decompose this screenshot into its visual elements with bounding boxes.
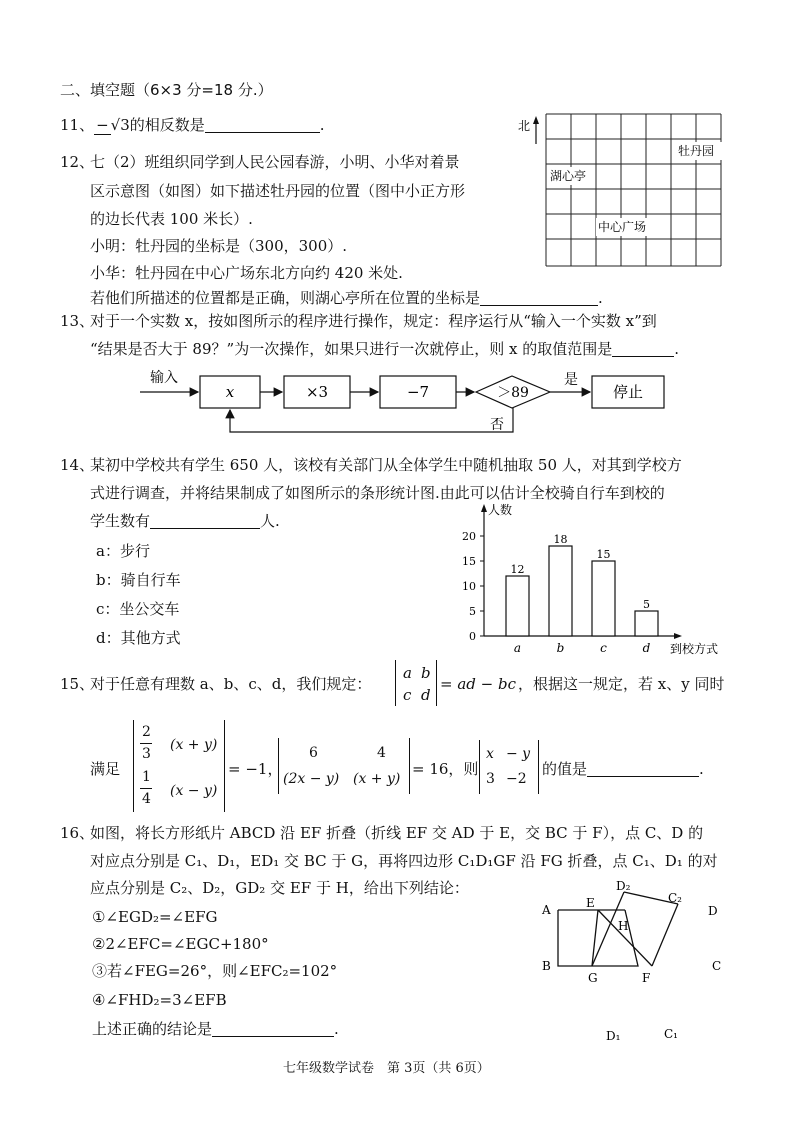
q15-determinant-1	[133, 720, 225, 812]
q12-question-text: 若他们所描述的位置都是正确，则湖心亭所在位置的坐标是	[90, 289, 481, 307]
q14-line-1: 某初中学校共有学生 650 人，该校有关部门从全体学生中随机抽取 50 人，对其到学校方	[90, 456, 682, 474]
commute-bar-chart	[440, 500, 740, 662]
fig-point-B: B	[542, 959, 551, 973]
map-peony-garden-label: 牡丹园	[678, 144, 715, 158]
q12-line-4: 小明：牡丹园的坐标是（300，300）.	[90, 237, 348, 255]
det1-b: (x + y)	[170, 737, 218, 753]
q14-question-text: 学生数有	[90, 512, 151, 530]
det1-a-fraction-bar	[140, 743, 152, 744]
q16-item-3: ③若∠FEG=26°，则∠EFC₂=102°	[92, 962, 338, 980]
det1-c-denominator: 4	[142, 791, 151, 807]
fig-point-D1: D₁	[606, 1029, 621, 1043]
q15-number: 15、	[60, 675, 95, 693]
q13-answer-blank[interactable]	[612, 342, 674, 357]
chart-x-label: 到校方式	[670, 642, 719, 656]
q13-period: .	[674, 340, 679, 358]
det2-a: 6	[309, 745, 318, 761]
bar-a	[506, 576, 529, 636]
det1-a-numerator: 2	[142, 724, 151, 740]
flow-times3-text: ×3	[305, 383, 329, 401]
map-north-label: 北	[518, 119, 531, 133]
q15-determinant-2	[278, 738, 410, 794]
flow-gt89-text: ＞89	[497, 385, 529, 401]
fig-point-C1: C₁	[664, 1027, 678, 1041]
q16-answer-blank[interactable]	[212, 1022, 334, 1037]
flow-input-label: 输入	[150, 370, 178, 386]
q16-item-2: ②2∠EFC=∠EGC+180°	[92, 935, 269, 953]
fig-point-C2: C₂	[668, 891, 682, 905]
fig-point-H: H	[618, 919, 629, 933]
program-flowchart	[136, 366, 676, 440]
q16-conclusion	[92, 1022, 339, 1037]
x-category-label-a: a	[513, 641, 522, 655]
north-arrow-icon	[533, 116, 539, 144]
q16-item-4: ④∠FHD₂=3∠EFB	[92, 991, 227, 1009]
bar-value-label-c: 15	[596, 548, 611, 561]
q12-line-2: 区示意图（如图）如下描述牡丹园的位置（图中小正方形	[90, 182, 466, 200]
q15-intro: 对于任意有理数 a、b、c、d，我们规定：	[90, 675, 372, 693]
bar-value-label-a: 12	[510, 563, 525, 576]
fig-point-D2: D₂	[616, 879, 631, 893]
q15-answer-blank[interactable]	[587, 762, 699, 777]
det2-b: 4	[377, 745, 386, 761]
q16-line-2: 对应点分别是 C₁、D₁，ED₁ 交 BC 于 G，再将四边形 C₁D₁GF 沿 FG 折叠，点 C₁、D₁ 的对	[90, 852, 718, 870]
bar-d	[635, 611, 658, 636]
flow-yes-label: 是	[564, 372, 578, 388]
det2-d: (x + y)	[353, 771, 401, 787]
q14-unit: 人.	[260, 512, 280, 530]
park-map-grid	[512, 110, 742, 272]
q13-number: 13、	[60, 312, 95, 330]
q14-answer-blank[interactable]	[150, 514, 260, 529]
bar-value-label-d: 5	[643, 598, 650, 611]
q11-text: 的相反数是	[129, 116, 205, 134]
det1-c-numerator: 1	[142, 769, 151, 785]
q11-answer-blank[interactable]	[205, 118, 320, 133]
map-lake-pavilion-label: 湖心亭	[550, 169, 587, 183]
q16-line-3: 应点分别是 C₂、D₂，GD₂ 交 EF 于 H，给出下列结论：	[90, 879, 469, 897]
flow-x-text: x	[225, 383, 235, 401]
det2-c: (2x − y)	[283, 771, 340, 787]
q14-option-c: c：坐公交车	[96, 600, 180, 618]
x-axis-arrow-icon	[674, 633, 682, 639]
det1-a-denominator: 3	[142, 746, 151, 762]
q12-period: .	[598, 289, 603, 307]
fig-point-C: C	[712, 959, 722, 973]
q13-question-text: “结果是否大于 89？”为一次操作，如果只进行一次就停止，则 x 的取值范围是	[90, 340, 613, 358]
fig-point-E: E	[586, 896, 595, 910]
y-tick-label: 5	[469, 605, 476, 618]
y-axis-arrow-icon	[481, 504, 487, 512]
det1-c-fraction-bar	[140, 788, 152, 789]
q15-satisfy: 满足	[90, 760, 121, 778]
flow-no-label: 否	[490, 417, 504, 433]
q15-value-line	[542, 762, 704, 777]
det-def-c: c	[403, 686, 412, 704]
det-def-b: b	[421, 664, 431, 682]
q15-determinant-3	[479, 740, 539, 794]
flow-minus7-text: −7	[406, 383, 430, 401]
y-tick-label: 0	[469, 630, 476, 643]
q15-tail: ，根据这一规定，若 x、y 同时	[518, 675, 725, 693]
det3-d: −2	[506, 771, 527, 787]
q14-line-3	[90, 514, 280, 529]
page-footer: 七年级数学试卷 第 3页（共 6页）	[283, 1061, 490, 1076]
chart-y-label: 人数	[488, 503, 513, 517]
q16-number: 16、	[60, 824, 95, 842]
q16-conclusion-text: 上述正确的结论是	[92, 1020, 213, 1038]
q14-option-d: d：其他方式	[96, 629, 181, 647]
fig-point-D: D	[708, 904, 718, 918]
q12-number: 12、	[60, 153, 95, 171]
q13-line-2	[90, 342, 679, 357]
q15-rhs-1: = −1，	[228, 760, 283, 778]
det-def-d: d	[421, 686, 431, 704]
q11-neg-sign: −	[96, 116, 109, 134]
fig-point-A: A	[542, 903, 551, 917]
q14-option-a: a：步行	[96, 542, 150, 560]
q15-period: .	[699, 760, 704, 778]
x-category-label-b: b	[556, 641, 565, 655]
q14-number: 14、	[60, 456, 95, 474]
bar-value-label-b: 18	[553, 533, 568, 546]
section-title: 二、填空题（6×3 分=18 分.）	[60, 81, 273, 99]
q14-option-b: b：骑自行车	[96, 571, 181, 589]
q15-definition-determinant	[395, 660, 437, 706]
q16-item-1: ①∠EGD₂=∠EFG	[92, 908, 218, 926]
bar-c	[592, 561, 615, 636]
q12-line-3: 的边长代表 100 米长）.	[90, 210, 253, 228]
q16-line-1: 如图，将长方形纸片 ABCD 沿 EF 折叠（折线 EF 交 AD 于 E，交 BC 于 F），点 C、D 的	[90, 824, 704, 842]
det3-c: 3	[486, 771, 495, 787]
q11-radical: √3	[110, 116, 130, 134]
det1-d: (x − y)	[170, 783, 218, 799]
q12-answer-blank[interactable]	[480, 291, 598, 306]
q13-line-1: 对于一个实数 x，按如图所示的程序进行操作，规定：程序运行从“输入一个实数 x”到	[90, 312, 657, 330]
question-11	[60, 118, 325, 133]
det3-a: x	[486, 746, 494, 762]
q12-line-5: 小华：牡丹园在中心广场东北方向约 420 米处.	[90, 264, 403, 282]
q16-period: .	[334, 1020, 339, 1038]
q11-period: .	[319, 116, 325, 134]
det3-b: − y	[506, 746, 531, 762]
q15-definition-rhs: = ad − bc	[440, 675, 516, 693]
map-central-square-label: 中心广场	[598, 220, 647, 234]
folding-rectangle-figure	[530, 870, 750, 1050]
q15-rhs-2: = 16，则	[412, 760, 479, 778]
fig-point-F: F	[642, 971, 651, 985]
flow-stop-text: 停止	[612, 383, 644, 401]
bar-b	[549, 546, 572, 636]
y-tick-label: 20	[462, 530, 476, 543]
det-def-a: a	[403, 664, 412, 682]
q11-number: 11、	[60, 116, 95, 134]
y-tick-label: 15	[462, 555, 476, 568]
fig-point-G: G	[588, 971, 598, 985]
x-category-label-d: d	[642, 641, 651, 655]
q12-line-6	[90, 291, 603, 306]
q14-line-2: 式进行调查，并将结果制成了如图所示的条形统计图.由此可以估计全校骑自行车到校的	[90, 484, 665, 502]
x-category-label-c: c	[600, 641, 607, 655]
q12-line-1: 七（2）班组织同学到人民公园春游，小明、小华对着景	[90, 153, 460, 171]
q15-value-text: 的值是	[542, 760, 588, 778]
y-tick-label: 10	[462, 580, 476, 593]
